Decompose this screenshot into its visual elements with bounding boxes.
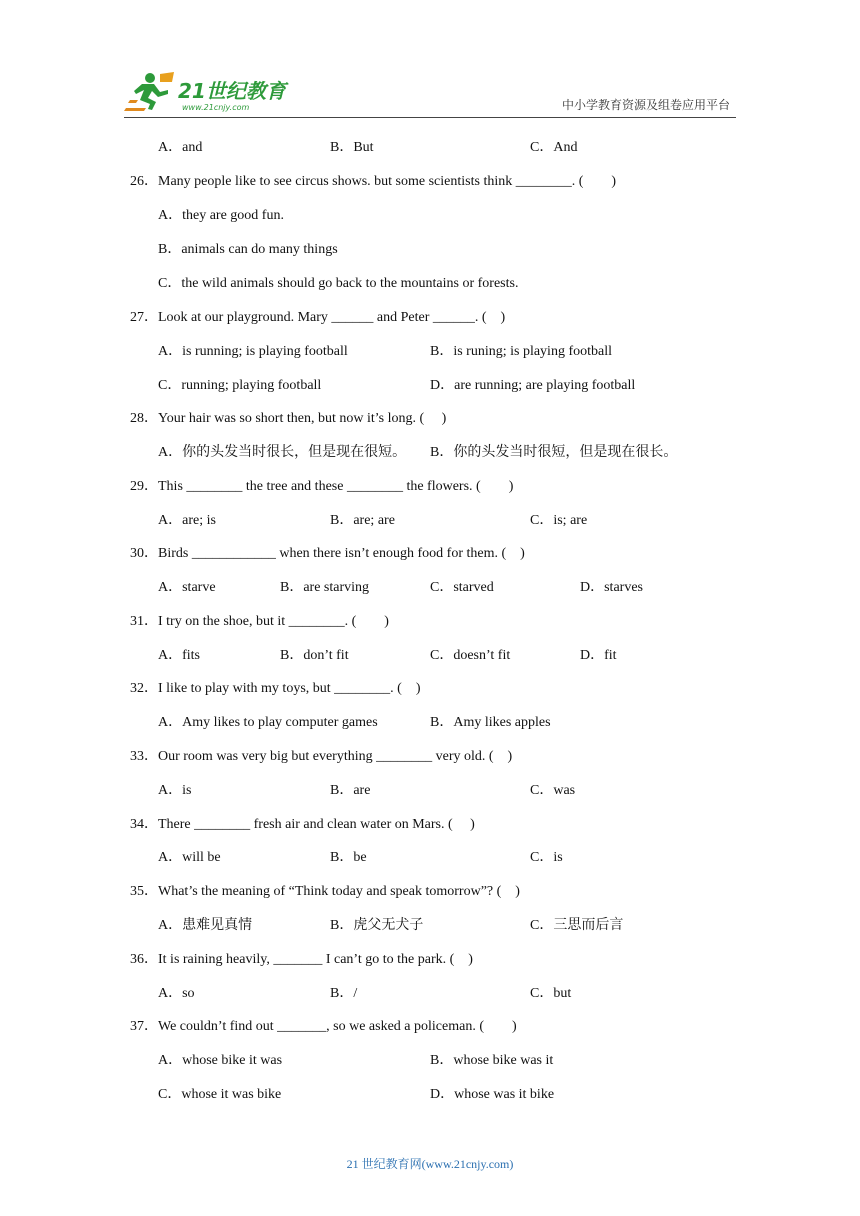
- q34-option-c: C．is: [530, 850, 563, 865]
- q31-option-c: C．doesn’t fit: [430, 648, 511, 663]
- logo: [124, 70, 294, 114]
- question-28: 28．Your hair was so short then, but now it’s long. ( ): [130, 411, 447, 426]
- question-32: 32．I like to play with my toys, but ________. ( ): [130, 681, 421, 696]
- question-31: 31．I try on the shoe, but it ________. ( ): [130, 614, 389, 629]
- question-26: 26．Many people like to see circus shows. but some scientists think ________. ( ): [130, 174, 617, 189]
- q30-option-d: D．starves: [580, 580, 643, 595]
- q27-option-a: A．is running; is playing football: [158, 344, 348, 359]
- q31-option-a: A．fits: [158, 648, 200, 663]
- q31-option-d: D．fit: [580, 648, 617, 663]
- q32-option-b: B．Amy likes apples: [430, 715, 551, 730]
- q26-option-c: C．the wild animals should go back to the mountains or forests.: [158, 276, 519, 291]
- logo-runner-icon: [124, 70, 294, 114]
- svg-text:www.21cnjy.com: www.21cnjy.com: [182, 103, 250, 112]
- q37-option-c: C．whose it was bike: [158, 1087, 282, 1102]
- q26-option-b: B．animals can do many things: [158, 242, 338, 257]
- q35-option-a: A．患难见真情: [158, 918, 253, 933]
- question-36: 36．It is raining heavily, _______ I can’t go to the park. ( ): [130, 952, 473, 967]
- q29-option-c: C．is; are: [530, 513, 588, 528]
- q25-option-b: B．But: [330, 140, 374, 155]
- q29-option-a: A．are; is: [158, 513, 216, 528]
- q33-option-b: B．are: [330, 783, 371, 798]
- page-footer: 21 世纪教育网(www.21cnjy.com): [346, 1157, 514, 1171]
- q25-option-c: C．And: [530, 140, 578, 155]
- question-37: 37．We couldn’t find out _______, so we asked a policeman. ( ): [130, 1019, 517, 1034]
- q35-option-c: C．三思而后言: [530, 918, 624, 933]
- q36-option-a: A．so: [158, 986, 195, 1001]
- q25-option-a: A．and: [158, 140, 203, 155]
- page-header: [0, 0, 860, 120]
- q27-option-d: D．are running; are playing football: [430, 378, 636, 393]
- header-divider: [124, 117, 736, 118]
- q36-option-c: C．but: [530, 986, 572, 1001]
- question-34: 34．There ________ fresh air and clean water on Mars. ( ): [130, 817, 475, 832]
- q35-option-b: B．虎父无犬子: [330, 918, 424, 933]
- q34-option-b: B．be: [330, 850, 367, 865]
- q29-option-b: B．are; are: [330, 513, 395, 528]
- q28-option-a: A．你的头发当时很长，但是现在很短。: [158, 445, 407, 460]
- q37-option-a: A．whose bike it was: [158, 1053, 283, 1068]
- q30-option-b: B．are starving: [280, 580, 370, 595]
- question-35: 35．What’s the meaning of “Think today and speak tomorrow”? ( ): [130, 884, 520, 899]
- q31-option-b: B．don’t fit: [280, 648, 349, 663]
- q37-option-b: B．whose bike was it: [430, 1053, 554, 1068]
- platform-name: 中小学教育资源及组卷应用平台: [561, 98, 730, 112]
- question-27: 27．Look at our playground. Mary ______ and Peter ______. ( ): [130, 310, 506, 325]
- q36-option-b: B．/: [330, 986, 358, 1001]
- q33-option-a: A．is: [158, 783, 192, 798]
- question-29: 29．This ________ the tree and these ________ the flowers. ( ): [130, 479, 514, 494]
- question-33: 33．Our room was very big but everything ________ very old. ( ): [130, 749, 513, 764]
- q27-option-b: B．is runing; is playing football: [430, 344, 612, 359]
- q34-option-a: A．will be: [158, 850, 221, 865]
- q27-option-c: C．running; playing football: [158, 378, 322, 393]
- q32-option-a: A．Amy likes to play computer games: [158, 715, 378, 730]
- q33-option-c: C．was: [530, 783, 576, 798]
- q26-option-a: A．they are good fun.: [158, 208, 284, 223]
- svg-text:21世纪教育: 21世纪教育: [178, 79, 286, 103]
- q30-option-c: C．starved: [430, 580, 494, 595]
- q30-option-a: A．starve: [158, 580, 216, 595]
- q37-option-d: D．whose was it bike: [430, 1087, 555, 1102]
- q28-option-b: B．你的头发当时很短，但是现在很长。: [430, 445, 678, 460]
- question-30: 30．Birds ____________ when there isn’t enough food for them. ( ): [130, 546, 525, 561]
